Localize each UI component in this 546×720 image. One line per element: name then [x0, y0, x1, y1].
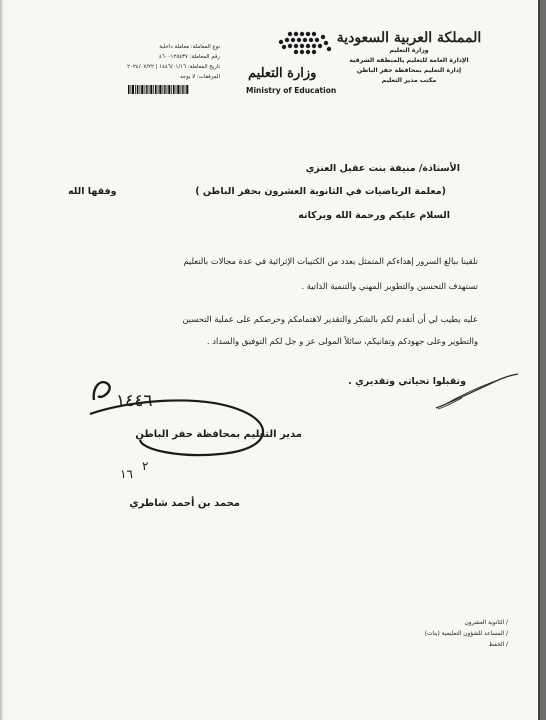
education-department: إدارة التعليم بمحافظة حفر الباطن	[356, 67, 462, 74]
kingdom-name: المملكة العربية السعودية	[336, 30, 482, 46]
barcode-icon	[128, 85, 190, 94]
general-directorate: الإدارة العامة للتعليم بالمنطقة الشرقية	[349, 57, 469, 64]
paragraph-2-line-2: والتطوير وعلى جهودكم وتفانيكم، سائلاً المولى عز و جل لكم التوفيق والسداد .	[206, 336, 478, 346]
addressee-school: (معلمة الرياضيات في الثانوية العشرون بحفر الباطن )	[195, 186, 446, 197]
closing-phrase: وتقبلوا تحياتي وتقديري .	[348, 376, 466, 387]
transaction-date: تاريخ المعاملة: ١٤٤٦/٠١/١٦ | ٢٠٢٤/٠٧/٢٢	[127, 64, 220, 70]
handwritten-mark-icon	[432, 372, 522, 412]
paragraph-2-line-1: عليه يطيب لي أن أتقدم لكم بالشكر والتقدير لاهتمامكم وحرصكم على عملية التحسين	[182, 314, 478, 324]
logo-english-text: Ministry of Education	[246, 86, 337, 95]
paragraph-1-line-1: تلقينا ببالغ السرور إهداءكم المتمثل بعدد من الكتيبات الإثرائية في عدة مجالات بالتعليم	[183, 256, 478, 266]
director-office: مكتب مدير التعليم	[381, 77, 437, 84]
signatory-name: محمد بن أحمد شاطري	[129, 498, 240, 509]
copy-to-school: / الثانوية العشرون	[464, 620, 508, 626]
transaction-info	[124, 42, 220, 82]
page-edge-shadow	[0, 0, 4, 720]
paragraph-1-line-2: تستهدف التحسين والتطوير المهني والتنمية الذاتية .	[301, 281, 478, 291]
signatory-title: مدير التعليم بمحافظة حفر الباطن	[135, 429, 302, 440]
blessing-phrase: وفقها الله	[68, 186, 117, 197]
greeting: السلام عليكم ورحمة الله وبركاته	[298, 210, 450, 221]
addressee: الأستاذة/ منيفة بنت عقيل العنزي	[305, 163, 460, 174]
attachments: المرفقات: لا يوجد	[179, 74, 220, 80]
transaction-type: نوع المعاملة: معاملة داخلية	[159, 44, 220, 50]
signature-year: ١٤٤٦	[116, 391, 153, 411]
copy-to-archive: / الحفظ	[488, 642, 508, 648]
signature-icon	[80, 370, 290, 480]
signature-day: ١٦	[120, 467, 133, 480]
signature-month: ٢	[142, 459, 149, 473]
ministry-name: وزارة التعليم	[389, 47, 429, 54]
copy-to-assistant: / المساعد للشؤون التعليمية (بنات)	[424, 631, 508, 637]
transaction-number: رقم المعاملة: ٤٦٠٠١٢٥٤٣٧	[158, 54, 220, 60]
logo-arabic-text: وزارة التعليم	[248, 66, 317, 81]
distribution-list	[388, 618, 508, 651]
